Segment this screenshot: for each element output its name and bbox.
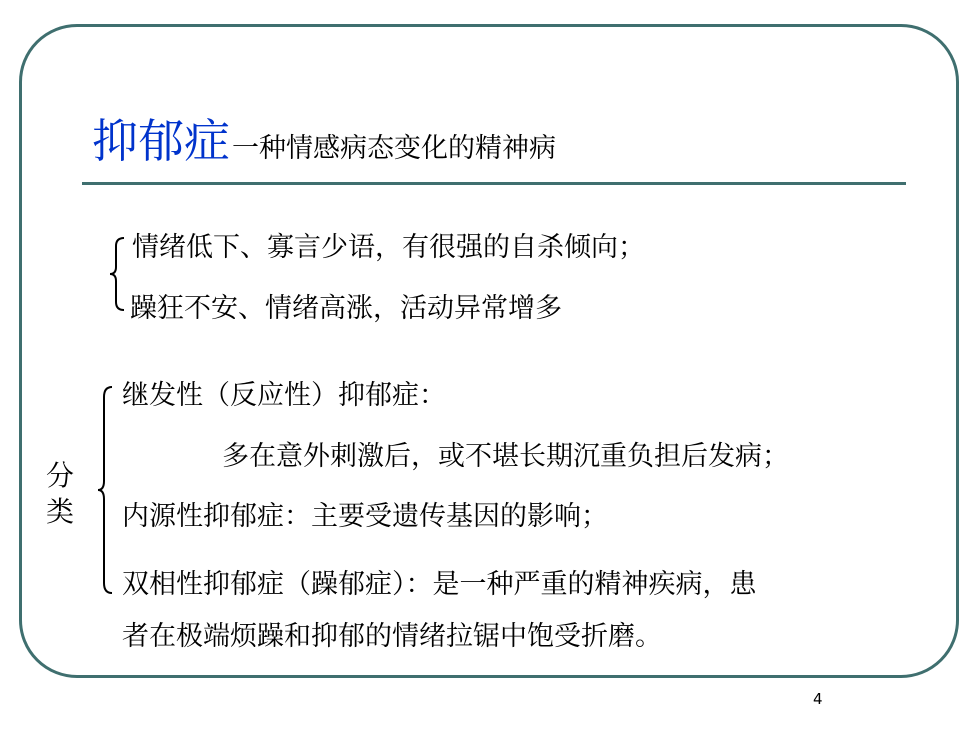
title-underline [82,182,906,185]
classification-item-2: 多在意外刺激后，或不堪长期沉重负担后发病； [222,441,789,472]
symptom-line-2: 躁狂不安、情绪高涨，活动异常增多 [130,293,562,324]
classification-item-3: 内源性抑郁症：主要受遗传基因的影响； [122,501,608,532]
classification-label-char-1: 分 [45,459,74,492]
classification-item-5: 者在极端烦躁和抑郁的情绪拉锯中饱受折磨。 [122,621,662,652]
classification-label [44,458,76,530]
classification-item-1: 继发性（反应性）抑郁症： [122,380,446,411]
classification-label-char-2: 类 [45,495,74,528]
symptoms-brace [108,236,128,312]
classification-brace [96,385,116,595]
title-subtitle: 一种情感病态变化的精神病 [232,133,556,164]
slide-title [92,114,556,168]
page-number: 4 [813,690,823,708]
symptom-line-1: 情绪低下、寡言少语，有很强的自杀倾向； [132,232,645,263]
classification-item-4: 双相性抑郁症（躁郁症）：是一种严重的精神疾病，患 [122,569,757,600]
title-main: 抑郁症 [92,114,230,168]
